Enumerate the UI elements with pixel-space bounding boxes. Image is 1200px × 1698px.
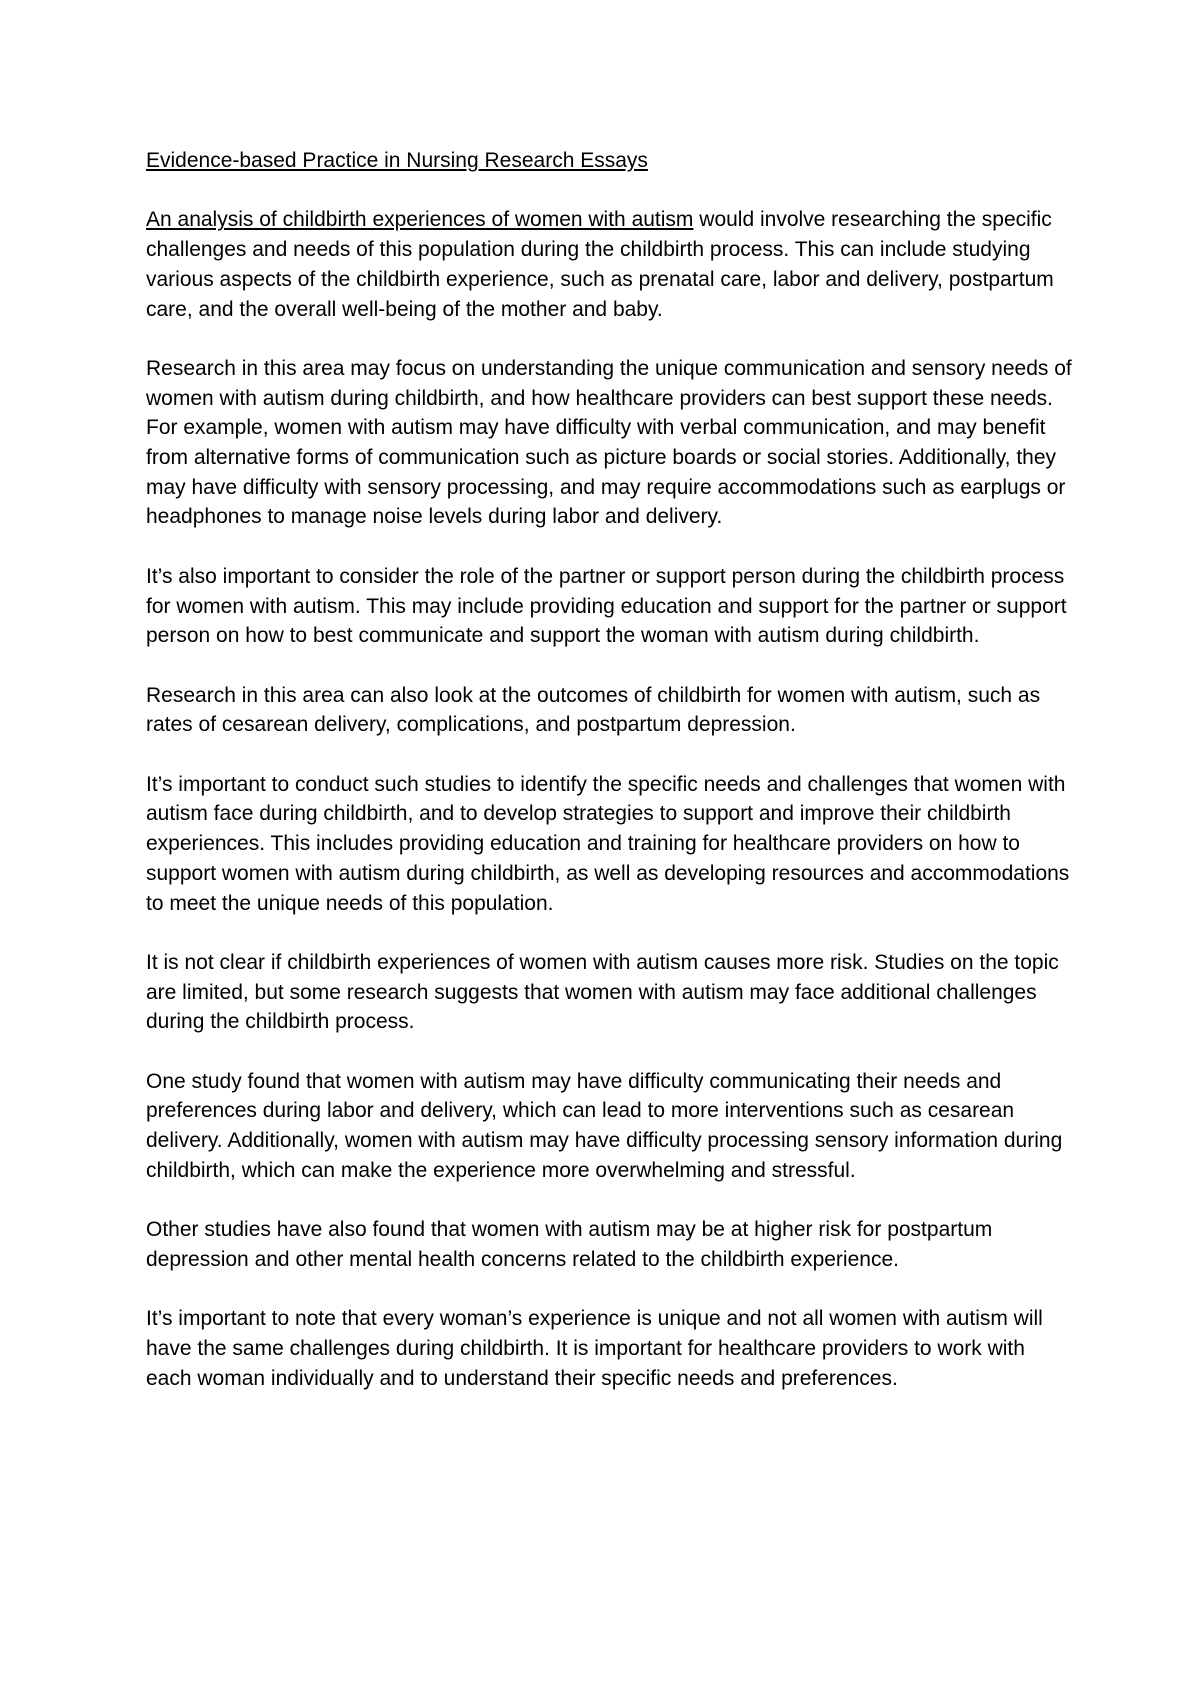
intro-paragraph bbox=[146, 205, 1076, 324]
paragraph-communication-needs: Research in this area may focus on understanding the unique communication and sensory needs of women with autism during childbirth, and how healthcare providers can best support these needs. For example, women with autism may have difficulty with verbal communication, and may benefit from alternative forms of communication such as picture boards or social stories. Additionally, they may have difficulty with sensory processing, and may require accommodations such as earplugs or headphones to manage noise levels during labor and delivery. bbox=[146, 356, 1072, 529]
document-body bbox=[146, 146, 1076, 1423]
paragraph-importance: It’s important to conduct such studies to identify the specific needs and challenges that women with autism face during childbirth, and to develop strategies to support and improve their childbirth experiences. This includes providing education and training for healthcare providers on how to support women with autism during childbirth, as well as developing resources and accommodations to meet the unique needs of this population. bbox=[146, 772, 1070, 915]
paragraph-other-studies: Other studies have also found that women with autism may be at higher risk for postpartum depression and other mental health concerns related to the childbirth experience. bbox=[146, 1218, 993, 1271]
paragraph-conclusion: It’s important to note that every woman’s experience is unique and not all women with autism will have the same challenges during childbirth. It is important for healthcare providers to work with each woman individually and to understand their specific needs and preferences. bbox=[146, 1307, 1043, 1390]
paragraph-outcomes: Research in this area can also look at the outcomes of childbirth for women with autism, such as rates of cesarean delivery, complications, and postpartum depression. bbox=[146, 683, 1041, 737]
intro-underlined-phrase: An analysis of childbirth experiences of women with autism bbox=[146, 208, 694, 232]
document-title: Evidence-based Practice in Nursing Research Essays bbox=[146, 149, 648, 172]
paragraph-support-person: It’s also important to consider the role of the partner or support person during the childbirth process for women with autism. This may include providing education and support for the partner or support person on how to best communicate and support the woman with autism during childbirth. bbox=[146, 564, 1067, 648]
paragraph-study-findings: One study found that women with autism may have difficulty communicating their needs and preferences during labor and delivery, which can lead to more interventions such as cesarean delivery. Additionally, women with autism may have difficulty processing sensory information during childbirth, which can make the experience more overwhelming and stressful. bbox=[146, 1069, 1063, 1182]
paragraph-risk: It is not clear if childbirth experiences of women with autism causes more risk. Studies on the topic are limited, but some research suggests that women with autism may face additional challenges during the childbirth process. bbox=[146, 950, 1059, 1034]
intro-text: would involve researching the specific challenges and needs of this population during the childbirth process. This can include studying various aspects of the childbirth experience, such as prenatal care, labor and delivery, postpartum care, and the overall well-being of the mother and baby. bbox=[146, 208, 1054, 321]
